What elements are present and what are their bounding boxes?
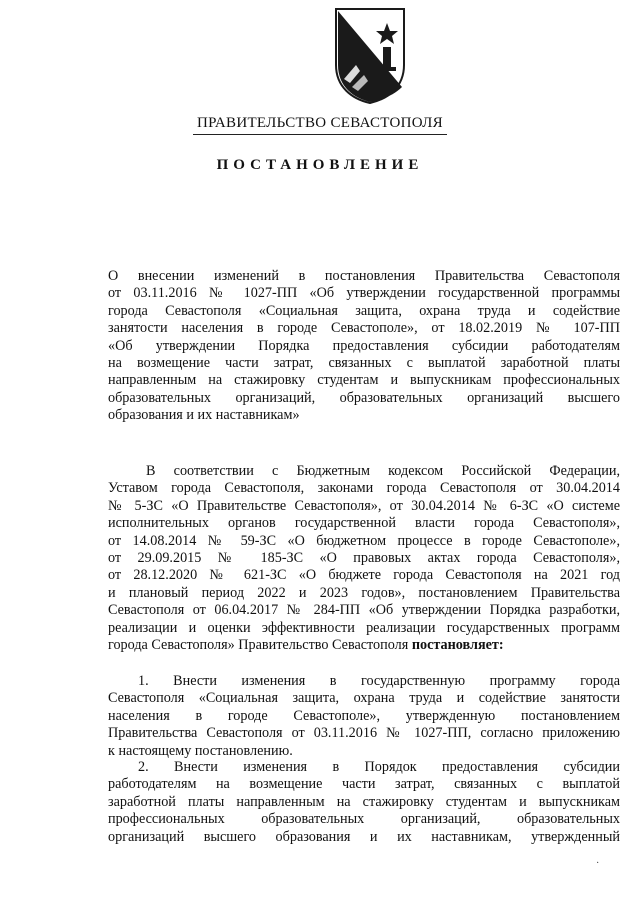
preamble-line: реализации и оценки эффективности реализации государственных программ (108, 619, 620, 636)
clause-1 (108, 673, 620, 760)
title-line: образования и их наставникам» (108, 407, 300, 424)
scan-mark: · (596, 858, 600, 869)
preamble-line: от 29.09.2015 № 185-ЗС «О правовых актах города Севастополя», (108, 550, 620, 567)
title-line: занятости населения в городе Севастополе», от 18.02.2019 № 107-ПП (108, 320, 620, 337)
clause-2 (108, 759, 620, 846)
clause-1-line: населения в городе Севастополе», утвержденную постановлением (108, 707, 620, 724)
clause-2-line: профессиональных образовательных организаций, образовательных (108, 811, 620, 828)
title-line: на возмещение части затрат, связанных с выплатой заработной платы (108, 355, 620, 372)
preamble-paragraph (108, 463, 620, 654)
clause-1-line: Правительства Севастополя от 03.11.2016 № 1027-ПП, согласно приложению (108, 725, 620, 742)
preamble-line: исполнительных органов государственной власти города Севастополя», (108, 515, 620, 532)
preamble-line: и плановый период 2022 и 2023 годов», постановлением Правительства (108, 584, 620, 601)
clause-2-line: организаций высшего образования и их наставникам, утвержденный (108, 828, 620, 845)
title-line: от 03.11.2016 № 1027-ПП «Об утверждении государственной программы (108, 285, 620, 302)
preamble-line: № 5-ЗС «О Правительстве Севастополя», от 30.04.2014 № 6-ЗС «О системе (108, 497, 620, 514)
preamble-line: от 28.12.2020 № 621-ЗС «О бюджете города Севастополя на 2021 год (108, 567, 620, 584)
preamble-line: Уставом города Севастополя, законами города Севастополя от 30.04.2014 (108, 480, 620, 497)
title-line: «Об утверждении Порядка предоставления субсидии работодателям (108, 337, 620, 354)
preamble-line: В соответствии с Бюджетным кодексом Российской Федерации, (146, 463, 620, 479)
resolution-title (108, 268, 620, 425)
clause-1-line: 1. Внести изменения в государственную программу города (138, 673, 620, 689)
decree-keyword: постановляет: (411, 637, 504, 654)
title-line: направленным на стажировку студентам и выпускникам профессиональных (108, 372, 620, 389)
preamble-last-text: города Севастополя» Правительство Севастополя (108, 637, 412, 654)
sevastopol-coat-of-arms-icon (330, 5, 410, 105)
preamble-last-line (108, 637, 620, 654)
government-name (0, 115, 640, 135)
title-line: образовательных организаций, образовательных организаций высшего (108, 389, 620, 406)
clause-2-line: работодателям на возмещение части затрат, связанных с выплатой (108, 776, 620, 793)
clause-2-line: заработной платы направленным на стажировку студентам и выпускникам (108, 793, 620, 810)
title-line: О внесении изменений в постановления Правительства Севастополя (108, 268, 620, 284)
clause-1-line: к настоящему постановлению. (108, 742, 293, 759)
preamble-line: Севастополя от 06.04.2017 № 284-ПП «Об утверждении Порядка разработки, (108, 602, 620, 619)
clause-1-line: Севастополя «Социальная защита, охрана труда и содействие занятости (108, 690, 620, 707)
title-line: города Севастополя «Социальная защита, охрана труда и содействие (108, 302, 620, 319)
document-type: ПОСТАНОВЛЕНИЕ (216, 157, 424, 173)
preamble-line: от 14.08.2014 № 59-ЗС «О бюджетном процессе в городе Севастополе», (108, 532, 620, 549)
government-name-text: ПРАВИТЕЛЬСТВО СЕВАСТОПОЛЯ (193, 115, 447, 135)
clause-2-line: 2. Внести изменения в Порядок предоставления субсидии (138, 759, 620, 775)
